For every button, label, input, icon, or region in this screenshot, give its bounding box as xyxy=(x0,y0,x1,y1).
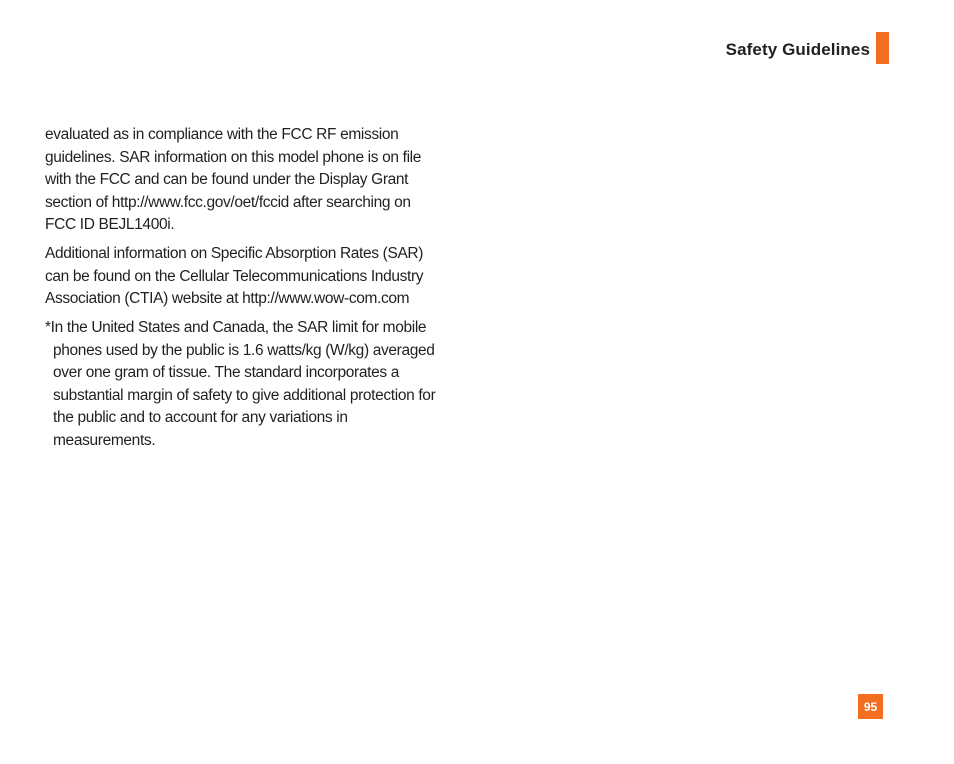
section-title: Safety Guidelines xyxy=(725,40,870,59)
main-text xyxy=(45,124,445,452)
page-number: 95 xyxy=(863,699,878,714)
sar-limit-note: *In the United States and Canada, the SAR limit for mobile phones used by the public is 1.6 watts/kg (W/kg) averaged over one gram of tissue. The standard incorporates a substantial margin of safety to give additional protection for the public and to account for any variations in measurements. xyxy=(45,319,436,449)
header-accent-bar xyxy=(876,32,889,64)
paragraph-sar-info: Additional information on Specific Absorption Rates (SAR) can be found on the Cellular Telecommunications Industry Association (CTIA) website at http://www.wow-com.com xyxy=(45,245,424,307)
page-number-badge xyxy=(858,694,883,719)
page-header xyxy=(726,32,889,64)
paragraph-fcc-compliance: evaluated as in compliance with the FCC RF emission guidelines. SAR information on this model phone is on file with the FCC and can be found under the Display Grant section of http://www.fcc.gov/oet/fccid after searching on FCC ID BEJL1400i. xyxy=(45,126,422,233)
